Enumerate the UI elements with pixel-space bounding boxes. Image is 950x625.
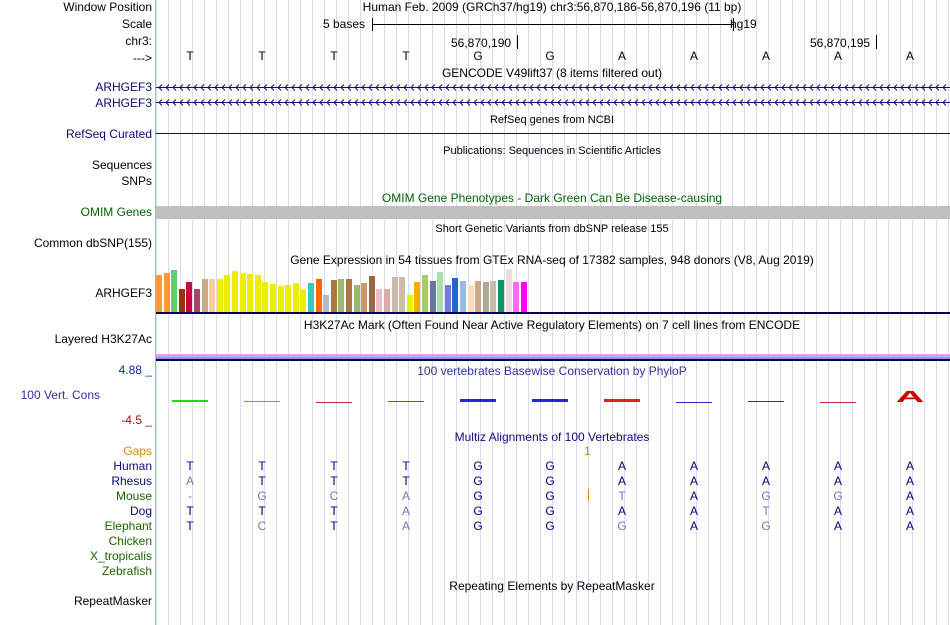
alignment-base-letter: A xyxy=(689,519,699,533)
gaps-label: Gaps xyxy=(123,444,152,458)
refseq-track-title: RefSeq genes from NCBI xyxy=(489,114,615,126)
alignment-base-letter: A xyxy=(689,474,699,488)
gtex-tissue-bar[interactable] xyxy=(399,277,405,312)
alignment-base-letter: A xyxy=(833,459,843,473)
reference-base-letter: A xyxy=(761,49,771,63)
gtex-tissue-bar[interactable] xyxy=(316,279,322,312)
gtex-track-title: Gene Expression in 54 tissues from GTEx RNA-seq of 17382 samples, 948 donors (V8, Aug 2019) xyxy=(290,253,814,267)
multiz-alignment-grid[interactable] xyxy=(156,459,950,534)
gtex-tissue-bar[interactable] xyxy=(331,280,337,312)
gtex-tissue-bar[interactable] xyxy=(407,295,413,312)
species-zebrafish-label: Zebrafish xyxy=(101,564,152,578)
gtex-tissue-bar[interactable] xyxy=(437,272,443,312)
snps-label[interactable]: SNPs xyxy=(121,174,152,188)
alignment-base-letter: C xyxy=(329,489,339,503)
gtex-baseline xyxy=(156,312,950,314)
gtex-tissue-bar[interactable] xyxy=(498,280,504,312)
alignment-base-letter: T xyxy=(258,459,266,473)
species-xtropicalis-label: X_tropicalis xyxy=(89,549,152,563)
scale-db-text: hg19 xyxy=(730,17,757,31)
alignment-base-letter: A xyxy=(689,459,699,473)
alignment-base-letter: A xyxy=(761,459,771,473)
alignment-base-letter: A xyxy=(617,474,627,488)
alignment-base-letter: T xyxy=(402,459,410,473)
alignment-base-letter: G xyxy=(545,489,555,503)
layered-h3k27ac-label[interactable]: Layered H3K27Ac xyxy=(54,332,152,346)
gtex-tissue-bar[interactable] xyxy=(270,284,276,312)
common-dbsnp-label[interactable]: Common dbSNP(155) xyxy=(33,236,152,250)
alignment-base-letter: A xyxy=(905,459,915,473)
alignment-base-letter: C xyxy=(257,519,267,533)
gtex-tissue-bar[interactable] xyxy=(361,283,367,312)
alignment-base-letter: A xyxy=(833,474,843,488)
alignment-base-letter: A xyxy=(617,504,627,518)
chrom-label: chr3: xyxy=(125,34,152,48)
gencode-transcript-1[interactable] xyxy=(156,84,950,91)
species-dog-label: Dog xyxy=(129,504,152,518)
alignment-base-letter: G xyxy=(473,489,483,503)
gtex-tissue-bar[interactable] xyxy=(354,285,360,312)
alignment-base-letter: T xyxy=(258,504,266,518)
gtex-tissue-bar[interactable] xyxy=(300,289,306,312)
gencode-gene-label-2[interactable]: ARHGEF3 xyxy=(95,96,152,110)
sequences-label[interactable]: Sequences xyxy=(91,158,152,172)
gtex-tissue-bar[interactable] xyxy=(430,281,436,312)
refseq-curated-label[interactable]: RefSeq Curated xyxy=(65,127,152,141)
alignment-base-letter: A xyxy=(905,474,915,488)
gtex-tissue-bar[interactable] xyxy=(224,275,230,312)
gtex-tissue-bar[interactable] xyxy=(262,282,268,312)
gtex-tissue-bar[interactable] xyxy=(186,282,192,312)
alignment-base-letter: G xyxy=(545,519,555,533)
phylop-base-logo: A xyxy=(895,388,925,406)
gtex-tissue-bar[interactable] xyxy=(293,283,299,312)
gtex-tissue-bar[interactable] xyxy=(278,286,284,312)
track-labels-column xyxy=(0,0,155,625)
gtex-tissue-bar[interactable] xyxy=(194,289,200,312)
gap-count: 1 xyxy=(584,444,591,458)
gtex-bar-chart[interactable] xyxy=(156,268,556,312)
track-image-area[interactable] xyxy=(156,0,950,625)
alignment-base-letter: G xyxy=(257,489,267,503)
scale-label: Scale xyxy=(121,17,152,31)
reference-base-letter: A xyxy=(689,49,699,63)
gtex-tissue-bar[interactable] xyxy=(338,279,344,312)
alignment-base-letter: G xyxy=(473,459,483,473)
gtex-tissue-bar[interactable] xyxy=(422,275,428,312)
alignment-base-letter: A xyxy=(401,504,411,518)
alignment-base-letter: A xyxy=(833,504,843,518)
gtex-tissue-bar[interactable] xyxy=(171,270,177,312)
alignment-base-letter: G xyxy=(617,519,627,533)
gtex-tissue-bar[interactable] xyxy=(506,269,512,312)
alignment-base-letter: G xyxy=(833,489,843,503)
gtex-tissue-bar[interactable] xyxy=(217,279,223,312)
gtex-tissue-bar[interactable] xyxy=(369,276,375,312)
reference-base-letter: T xyxy=(402,49,410,63)
dbsnp-track-title: Short Genetic Variants from dbSNP release 155 xyxy=(435,223,669,235)
gencode-track-title: GENCODE V49lift37 (8 items filtered out) xyxy=(441,66,663,80)
gtex-tissue-bar[interactable] xyxy=(483,282,489,312)
h3k27ac-signal-layers[interactable] xyxy=(156,354,950,362)
gtex-tissue-bar[interactable] xyxy=(346,279,352,312)
phylop-score-mark xyxy=(676,402,712,403)
gtex-tissue-bar[interactable] xyxy=(240,273,246,312)
species-elephant-label: Elephant xyxy=(104,519,152,533)
alignment-base-letter: A xyxy=(905,504,915,518)
gtex-tissue-bar[interactable] xyxy=(232,271,238,312)
phylop-score-mark xyxy=(244,401,280,402)
gtex-tissue-bar[interactable] xyxy=(452,278,458,312)
h3k27ac-track-title: H3K27Ac Mark (Often Found Near Active Regulatory Elements) on 7 cell lines from ENCODE xyxy=(303,318,801,332)
gencode-gene-label-1[interactable]: ARHGEF3 xyxy=(95,80,152,94)
species-chicken-label: Chicken xyxy=(108,534,152,548)
gtex-tissue-bar[interactable] xyxy=(179,289,185,312)
gtex-tissue-bar[interactable] xyxy=(521,282,527,312)
omim-genes-label[interactable]: OMIM Genes xyxy=(80,205,152,219)
alignment-base-letter: G xyxy=(545,459,555,473)
alignment-base-letter: T xyxy=(186,519,194,533)
alignment-base-letter: A xyxy=(761,474,771,488)
alignment-base-letter: G xyxy=(761,519,771,533)
multiz-track-title: Multiz Alignments of 100 Vertebrates xyxy=(454,430,650,444)
gtex-tissue-bar[interactable] xyxy=(414,282,420,312)
phylop-score-mark xyxy=(532,399,568,402)
reference-base-letter: G xyxy=(545,49,555,63)
refseq-gene-line[interactable] xyxy=(156,133,950,134)
omim-gene-bar[interactable] xyxy=(156,206,950,219)
gtex-tissue-bar[interactable] xyxy=(285,285,291,312)
reference-base-letter: T xyxy=(258,49,266,63)
phylop-score-mark xyxy=(748,401,784,402)
repeatmasker-label[interactable]: RepeatMasker xyxy=(73,594,152,608)
alignment-base-letter: A xyxy=(905,489,915,503)
phylop-score-mark xyxy=(460,399,496,402)
alignment-base-letter: T xyxy=(186,459,194,473)
phylop-conservation-plot[interactable] xyxy=(156,378,950,428)
phylop-score-mark xyxy=(172,400,208,402)
gtex-tissue-bar[interactable] xyxy=(468,285,474,312)
alignment-base-letter: T xyxy=(330,519,338,533)
phylop-score-mark xyxy=(604,399,640,402)
strand-arrow-label: ---> xyxy=(133,51,152,65)
conservation-label[interactable]: 100 Vert. Cons xyxy=(20,388,100,402)
species-rhesus-label: Rhesus xyxy=(111,474,152,488)
alignment-base-letter: T xyxy=(186,504,194,518)
alignment-base-letter: A xyxy=(401,519,411,533)
species-human-label: Human xyxy=(113,459,152,473)
gtex-gene-label[interactable]: ARHGEF3 xyxy=(95,286,152,300)
reference-base-row xyxy=(156,49,950,64)
gtex-tissue-bar[interactable] xyxy=(460,281,466,312)
gtex-tissue-bar[interactable] xyxy=(255,275,261,312)
repeatmasker-track-title: Repeating Elements by RepeatMasker xyxy=(449,579,655,593)
alignment-base-letter: G xyxy=(473,519,483,533)
window-position-text: Human Feb. 2009 (GRCh37/hg19) chr3:56,870,186-56,870,196 (11 bp) xyxy=(362,0,742,14)
reference-base-letter: T xyxy=(330,49,338,63)
coordinate-label-1: 56,870,190 xyxy=(451,36,512,50)
alignment-base-letter: T xyxy=(618,489,626,503)
publications-track-title: Publications: Sequences in Scientific Articles xyxy=(443,145,661,157)
omim-track-title: OMIM Gene Phenotypes - Dark Green Can Be Disease-causing xyxy=(381,191,723,205)
gtex-tissue-bar[interactable] xyxy=(209,279,215,312)
scale-bases-text: 5 bases xyxy=(323,17,366,31)
coordinate-tick-2 xyxy=(876,35,877,49)
scale-bar xyxy=(372,24,733,25)
phylop-score-mark xyxy=(316,402,352,403)
alignment-base-letter: T xyxy=(330,504,338,518)
window-position-label: Window Position xyxy=(63,0,152,14)
alignment-base-letter: G xyxy=(761,489,771,503)
reference-base-letter: A xyxy=(617,49,627,63)
gtex-tissue-bar[interactable] xyxy=(202,279,208,312)
coordinate-label-2: 56,870,195 xyxy=(810,36,871,50)
conservation-max-label: 4.88 _ xyxy=(118,363,152,377)
gencode-transcript-2[interactable] xyxy=(156,99,950,106)
gtex-tissue-bar[interactable] xyxy=(445,285,451,312)
gtex-tissue-bar[interactable] xyxy=(376,289,382,312)
alignment-base-letter: T xyxy=(402,474,410,488)
alignment-base-letter: A xyxy=(833,519,843,533)
alignment-base-letter: A xyxy=(689,489,699,503)
alignment-base-letter: A xyxy=(401,489,411,503)
alignment-base-letter: G xyxy=(545,474,555,488)
alignment-base-letter: T xyxy=(330,459,338,473)
alignment-base-letter: A xyxy=(185,474,195,488)
alignment-base-letter: G xyxy=(473,474,483,488)
gtex-tissue-bar[interactable] xyxy=(308,283,314,312)
alignment-base-letter: T xyxy=(258,474,266,488)
reference-base-letter: A xyxy=(905,49,915,63)
alignment-base-letter: G xyxy=(473,504,483,518)
alignment-base-letter: T xyxy=(762,504,770,518)
coordinate-tick-1 xyxy=(517,35,518,49)
alignment-base-letter: - xyxy=(188,489,192,503)
species-mouse-label: Mouse xyxy=(115,489,152,503)
gtex-tissue-bar[interactable] xyxy=(513,282,519,312)
gtex-tissue-bar[interactable] xyxy=(475,281,481,312)
gtex-tissue-bar[interactable] xyxy=(247,274,253,312)
reference-base-letter: T xyxy=(186,49,194,63)
alignment-base-letter: T xyxy=(330,474,338,488)
conservation-min-label: -4.5 _ xyxy=(121,413,152,427)
gtex-tissue-bar[interactable] xyxy=(156,275,162,312)
gtex-tissue-bar[interactable] xyxy=(164,273,170,312)
gtex-tissue-bar[interactable] xyxy=(490,281,496,312)
alignment-base-letter: A xyxy=(905,519,915,533)
phylop-score-mark xyxy=(820,402,856,403)
gtex-tissue-bar[interactable] xyxy=(384,289,390,312)
reference-base-letter: G xyxy=(473,49,483,63)
phylop-track-title: 100 vertebrates Basewise Conservation by PhyloP xyxy=(417,364,687,378)
alignment-base-letter: G xyxy=(545,504,555,518)
alignment-base-letter: A xyxy=(617,459,627,473)
gtex-tissue-bar[interactable] xyxy=(323,295,329,312)
reference-base-letter: A xyxy=(833,49,843,63)
phylop-score-mark xyxy=(388,401,424,402)
gtex-tissue-bar[interactable] xyxy=(392,277,398,312)
alignment-base-letter: A xyxy=(689,504,699,518)
